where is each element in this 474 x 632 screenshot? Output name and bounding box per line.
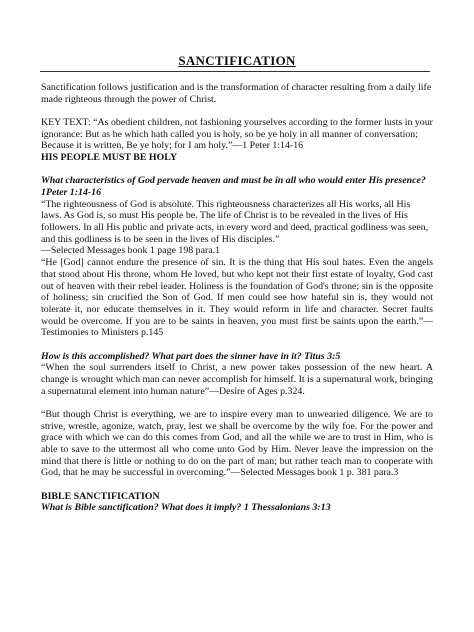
study-question: What is Bible sanctification? What does it imply? 1 Thessalonians 3:13 [41,502,331,514]
spacer [41,397,433,409]
title-divider [40,71,430,72]
key-text-paragraph: KEY TEXT: “As obedient children, not fashioning yourselves according to the former lusts in your ignorance: But as he which hath called you is holy, so be ye holy in all manner of conversation; Because it is written, Be ye holy; for I am holy.”—1 Peter 1:14-16 [41,116,433,152]
study-question: How is this accomplished? What part does the sinner have in it? Titus 3:5 [41,350,341,362]
spacer [41,164,433,176]
quote-paragraph: “He [God] cannot endure the presence of sin. It is the thing that His soul hates. Even the angels that stood about His throne, whom He loved, but who kept not their first estate of loyalty, God cast out of heaven with their rebel leader. Holiness is the foundation of God's throne; sin is the opposite of holiness; sin crucified the Son of God. If men could see how hateful sin is, they would not tolerate it, nor educate themselves in it. They would reform in life and character. Secret faults would be overcome. If you are to be saints in heaven, you must first be saints upon the earth.”—Testimonies to Ministers p.145 [41,257,433,339]
spacer [41,339,433,351]
quote-paragraph: “The righteousness of God is absolute. This righteousness characterizes all His works, all His laws. As God is, so must His people be. The life of Christ is to be revealed in the lives of His followers. In all His public and private acts, in every word and deed, practical godliness was seen, and this godliness is to be seen in the lives of His disciples.” [41,198,429,245]
page-title: SANCTIFICATION [178,53,296,68]
quote-source: —Selected Messages book 1 page 198 para.1 [41,245,221,257]
section-heading-holy: HIS PEOPLE MUST BE HOLY [41,152,178,164]
study-question: What characteristics of God pervade heaven and must be in all who would enter His presence? [41,175,426,187]
intro-paragraph: Sanctification follows justification and is the transformation of character resulting from a daily life made righteous through the power of Christ. [41,82,432,105]
quote-paragraph: “But though Christ is everything, we are to inspire every man to unwearied diligence. We are to strive, wrestle, agonize, watch, pray, lest we shall be overcome by the wily foe. For the power and grace with which we can do this comes from God, and all the while we are to trust in Him, who is able to save to the uttermost all who come unto God by Him. Never leave the impression on the mind that there is little or nothing to do on the part of man; but rather teach man to cooperate with God, that he may be successful in overcoming.”—Selected Messages book 1 p. 381 para.3 [41,408,433,479]
scripture-reference: 1Peter 1:14-16 [41,186,102,198]
quote-paragraph: “When the soul surrenders itself to Christ, a new power takes possession of the new heart. A change is wrought which man can never accomplish for himself. It is a supernatural work, bringing a supernatural element into human nature”—Desire of Ages p.324. [41,362,433,397]
document-body [41,82,433,514]
spacer [41,105,433,117]
spacer [41,479,433,491]
section-heading-bible-sanctification: BIBLE SANCTIFICATION [41,490,160,502]
